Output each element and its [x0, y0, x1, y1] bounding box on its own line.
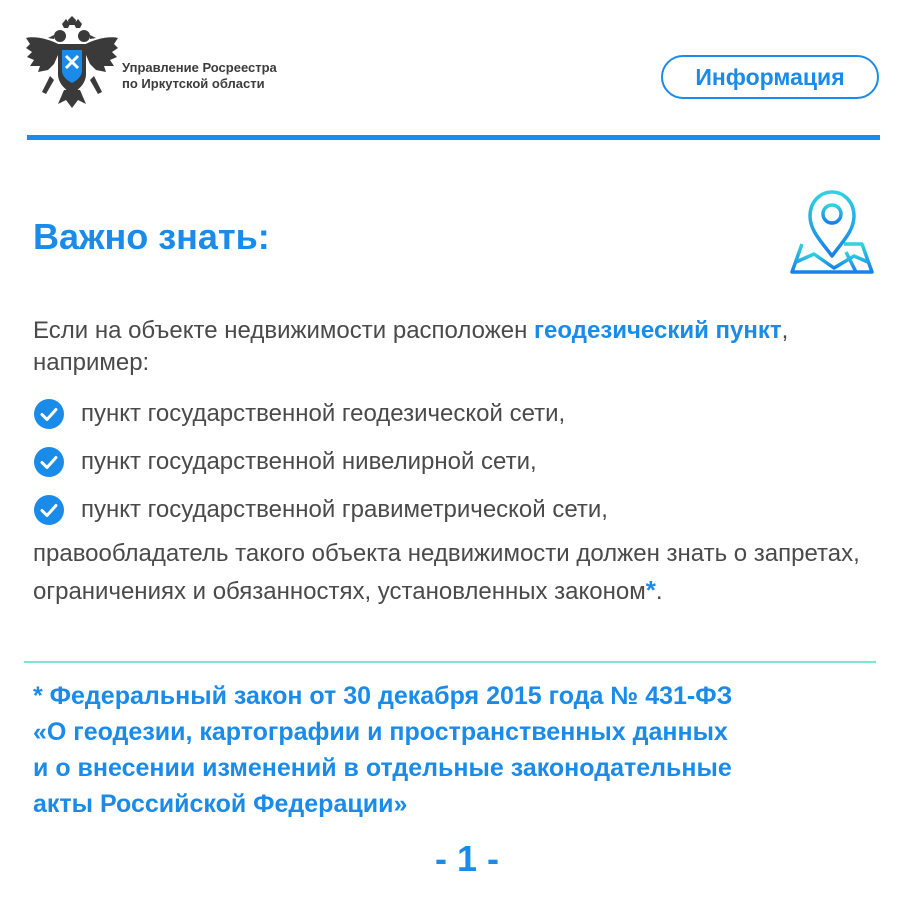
header: [0, 0, 906, 140]
check-circle-icon: [33, 446, 65, 478]
info-badge: Информация: [661, 55, 879, 99]
list-item-text: пункт государственной гравиметрической сети,: [81, 496, 608, 523]
list-item-text: пункт государственной нивелирной сети,: [81, 448, 537, 475]
list-item: [33, 486, 608, 534]
footnote-marker: *: [645, 575, 656, 605]
intro-text-after: , например:: [33, 317, 789, 376]
header-divider: [27, 135, 880, 140]
footnote-line: акты Российской Федерации»: [33, 790, 408, 818]
footnote: [33, 678, 883, 822]
outro-text: правообладатель такого объекта недвижимости должен знать о запретах, ограничениях и обязанностях, установленных законом: [33, 540, 860, 605]
page-number: - 1 -: [434, 838, 499, 879]
list-item: [33, 438, 608, 486]
page-title: Важно знать:: [33, 216, 270, 257]
outro-end: .: [655, 578, 663, 605]
intro-accent: геодезический пункт: [534, 317, 782, 344]
requirement-list: [33, 390, 608, 534]
intro-paragraph: [33, 315, 883, 379]
check-circle-icon: [33, 398, 65, 430]
footnote-line: и о внесении изменений в отдельные законодательные: [33, 754, 732, 782]
intro-text-before: Если на объекте недвижимости расположен: [33, 317, 535, 344]
footnote-line: «О геодезии, картографии и пространственных данных: [33, 718, 728, 746]
double-headed-eagle-emblem-icon: [24, 16, 120, 112]
map-pin-icon: [784, 184, 880, 280]
check-circle-icon: [33, 494, 65, 526]
organization-name: [122, 60, 277, 92]
list-item-text: пункт государственной геодезической сети,: [81, 400, 566, 427]
footnote-line: * Федеральный закон от 30 декабря 2015 года № 431-ФЗ: [33, 682, 733, 710]
organization-name-line1: Управление Росреестра: [122, 60, 277, 75]
organization-name-line2: по Иркутской области: [122, 76, 265, 91]
outro-paragraph: [33, 536, 883, 610]
footnote-divider: [24, 661, 876, 663]
list-item: [33, 390, 608, 438]
